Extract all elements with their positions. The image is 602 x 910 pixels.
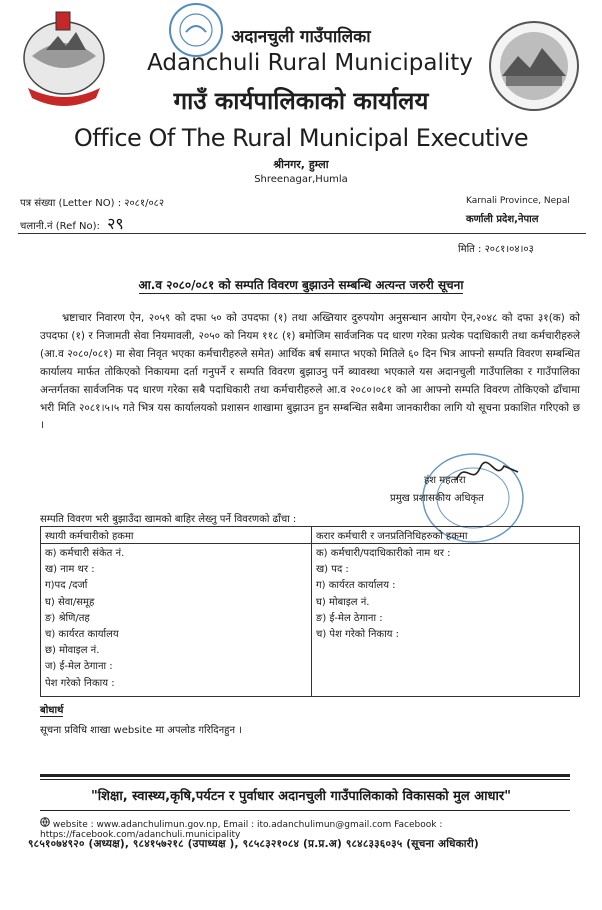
footer-contact-text: website : www.adanchulimun.gov.np, Email : ito.adanchulimun@gmail.com Facebook : https://facebook.com/adanchuli.municipality [40, 820, 443, 840]
list-item: छ) मोवाइल नं. [45, 645, 100, 657]
list-item: ग)पद /दर्जा [45, 580, 88, 592]
col1-header: स्थायी कर्मचारीको हकमा [41, 527, 312, 544]
notice-subject-text: आ.व २०८०/०८१ को सम्पति विवरण बुझाउने सम्बन्धि अत्यन्त जरुरी सूचना [138, 278, 464, 292]
ref-number-label: चलानी.नं (Ref No): [20, 221, 100, 232]
table-row [41, 544, 580, 697]
footer-slogan: "शिक्षा, स्वास्थ्य,कृषि,पर्यटन र पुर्वाधार अदानचुली गाउँपालिकाको विकासको मुल आधार" [91, 789, 511, 804]
header-np-name: अदानचुली गाउँपालिका [231, 27, 371, 47]
envelope-format-table [40, 526, 580, 697]
col2-cell [312, 544, 580, 697]
footer-mid-band [40, 810, 570, 811]
ref-number-value: २९ [107, 214, 124, 233]
letter-number [20, 195, 164, 209]
list-item: पेश गरेको निकाय : [45, 677, 115, 689]
notice-subject [0, 276, 602, 293]
notice-body: भ्रष्टाचार निवारण ऐन, २०५९ को दफा ५० को उपदफा (१) तथा अख्तियार दुरुपयोग अनुसन्धान आयोग ऐन,२०४८ को दफा ३१(क) को उपदफा (१) र निजामती सेवा नियमावली, २०५० को नियम ११८ (१) बमोजिम सार्वजनिक पद धारण गरेका प्रत्येक पदाधिकारी तथा कर्मचारीहरुले (आ.व २०८०/०८१) मा सेवा निवृत भएका कर्मचारीहरुले समेत) आर्थिक बर्ष समाप्त भएको मितिले ६० दिन भित्र आफ्नो सम्पति विवरण सम्बन्धित कार्यालय मार्फत तोकिएको निकायमा दर्ता गनुपर्ने र सम्पति विवरण बुझाउनु पर्ने ब्यावस्था भएकाले यस अदानचुली गाउँपालिका र गाउँपालिका अन्तर्गतका सार्वजनिक पद धारण गरेका सबै पदाधिकारी तथा कर्मचारीहरुले आ.व २०८०।०८१ को आ आफ्नो सम्पति विवरण तोकिएको ढाँचामा भरी मिति २०८१।५।५ गते भित्र यस कार्यालयको प्रशासन शाखामा बुझाउन हुन सम्बन्धित सबैमा जानकारीका लागि यो सूचना प्रकाशित गरिएको छ । [40, 312, 580, 432]
ref-number [20, 212, 124, 234]
signatory-name: हंश महतारा [424, 475, 466, 486]
footer-top-band [40, 774, 570, 777]
list-item: ङ) ई-मेल ठेगाना : [316, 612, 383, 624]
list-item: ज) ई-मेल ठेगाना : [45, 661, 113, 673]
list-item: ख) पद : [316, 564, 349, 576]
header-en-address: Shreenagar,Humla [254, 174, 348, 185]
list-item: क) कर्मचारी/पदाधिकारीको नाम थर : [316, 548, 451, 559]
table-header-row [41, 527, 580, 544]
list-item: ङ) श्रेणि/तह [45, 612, 90, 624]
table-title: सम्पति विवरण भरी बुझाउँदा खामको बाहिर लेख्नु पर्ने विवरणको ढाँचा : [40, 514, 297, 525]
province-en: Karnali Province, Nepal [466, 196, 570, 206]
footer-phones: ९८५१०७४९२० (अध्यक्ष), ९८४१५७२१८ (उपाध्यक्ष ), ९८५८३२१०८४ (प्र.प्र.अ) ९८४८३३६०३५ (सूचना अधिकारी) [28, 838, 479, 850]
list-item: ख) नाम थर : [45, 564, 95, 576]
letter-number-value: २०८१/०८२ [124, 198, 165, 209]
list-item: क) कर्मचारी संकेत नं. [45, 548, 125, 559]
header-en-office: Office Of The Rural Municipal Executive [73, 124, 529, 152]
list-item: च) कार्यरत कार्यालय [45, 628, 119, 640]
bodhartha-text: सूचना प्रविधि शाखा website मा अपलोड गरिदिनहुन । [40, 725, 243, 736]
list-item: च) पेश गरेको निकाय : [316, 628, 400, 640]
header-en-name: Adanchuli Rural Municipality [147, 50, 473, 76]
list-item: घ) मोबाइल नं. [316, 596, 370, 608]
province-np: कर्णाली प्रदेश,नेपाल [466, 214, 539, 225]
header-divider [18, 233, 586, 234]
letter-number-label: पत्र संख्या (Letter NO) : [20, 198, 122, 209]
header-np-address: श्रीनगर, हुम्ला [273, 158, 329, 171]
footer-top-band-thin [40, 779, 570, 780]
col1-cell [41, 544, 312, 697]
header-np-office: गाउँ कार्यपालिकाको कार्यालय [173, 87, 429, 115]
signatory-title: प्रमुख प्रशासकीय अधिकृत [390, 493, 484, 504]
col2-header: करार कर्मचारी र जनप्रतिनिधिहरुको हकमा [312, 527, 580, 544]
globe-icon [40, 817, 50, 827]
bodhartha-label: बोधार्थ [40, 702, 63, 717]
list-item: घ) सेवा/समूह [45, 596, 95, 608]
letter-date: मिति : २०८१।०४।०३ [458, 244, 534, 255]
list-item: ग) कार्यरत कार्यालय : [316, 580, 396, 592]
